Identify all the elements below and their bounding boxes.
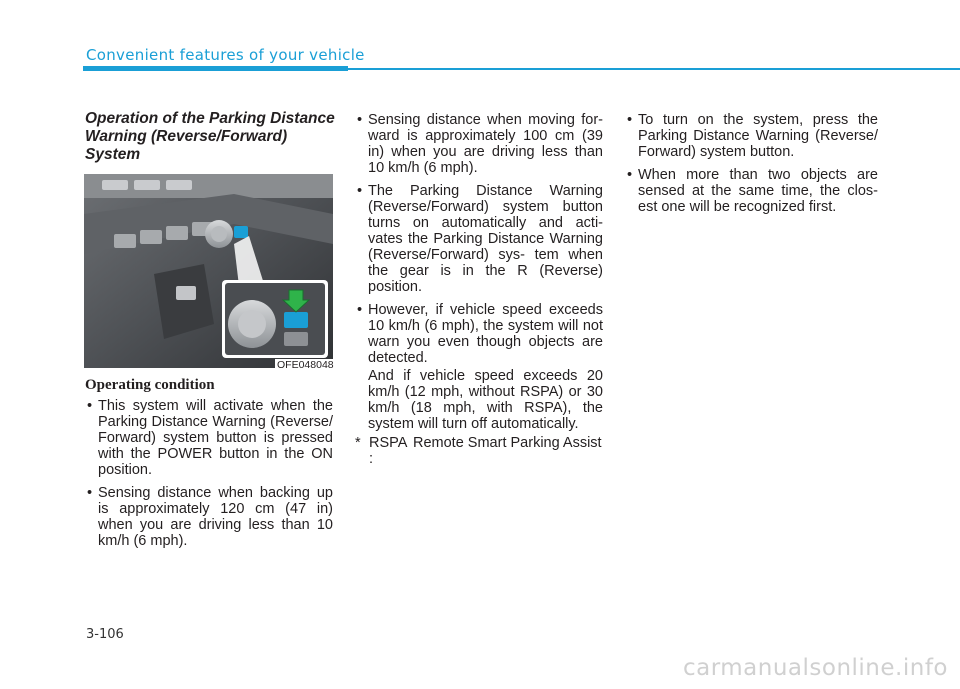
section-header-title: Convenient features of your vehicle	[86, 46, 365, 64]
middle-column	[355, 112, 603, 467]
watermark: carmanualsonline.info	[682, 655, 948, 681]
list-item: • The Parking Distance Warning (Reverse/Forward) system button turns on automatically and acti- vates the Parking Distance Warning (Reverse/Forward) sys- tem when the gear is in the R (Reverse) position.	[355, 183, 603, 295]
list-item: • Sensing distance when moving for- ward is approximately 100 cm (39 in) when you are driving less than 10 km/h (6 mph).	[355, 112, 603, 176]
footnote	[355, 435, 603, 467]
left-column	[85, 398, 333, 556]
list-item: • When more than two objects are sensed at the same time, the clos- est one will be recognized first.	[625, 167, 878, 215]
list-item: • However, if vehicle speed exceeds 10 km/h (6 mph), the system will not warn you even though objects are detected.	[355, 302, 603, 366]
list-item: • To turn on the system, press the Parking Distance Warning (Reverse/ Forward) system button.	[625, 112, 878, 160]
header-rule	[348, 68, 960, 70]
console-photo	[84, 174, 333, 368]
header-accent-bar	[83, 66, 348, 71]
subsection-heading: Operating condition	[85, 377, 215, 393]
list-item: • This system will activate when the Parking Distance Warning (Reverse/ Forward) system button is pressed with the POWER button in the ON position.	[85, 398, 333, 478]
footnote-mark: *	[355, 435, 361, 451]
footnote-definition: Remote Smart Parking Assist	[413, 435, 602, 451]
figure-code: OFE048048	[277, 359, 334, 371]
page-number: 3-106	[86, 627, 124, 642]
footnote-term: RSPA :	[369, 435, 408, 467]
page-title: Operation of the Parking Distance Warning (Reverse/Forward) System	[85, 110, 335, 163]
paragraph: And if vehicle speed exceeds 20 km/h (12 mph, without RSPA) or 30 km/h (18 mph, with RSPA), the system will turn off automatically.	[368, 368, 603, 432]
right-column	[625, 112, 878, 222]
list-item: • Sensing distance when backing up is approximately 120 cm (47 in) when you are driving less than 10 km/h (6 mph).	[85, 485, 333, 549]
